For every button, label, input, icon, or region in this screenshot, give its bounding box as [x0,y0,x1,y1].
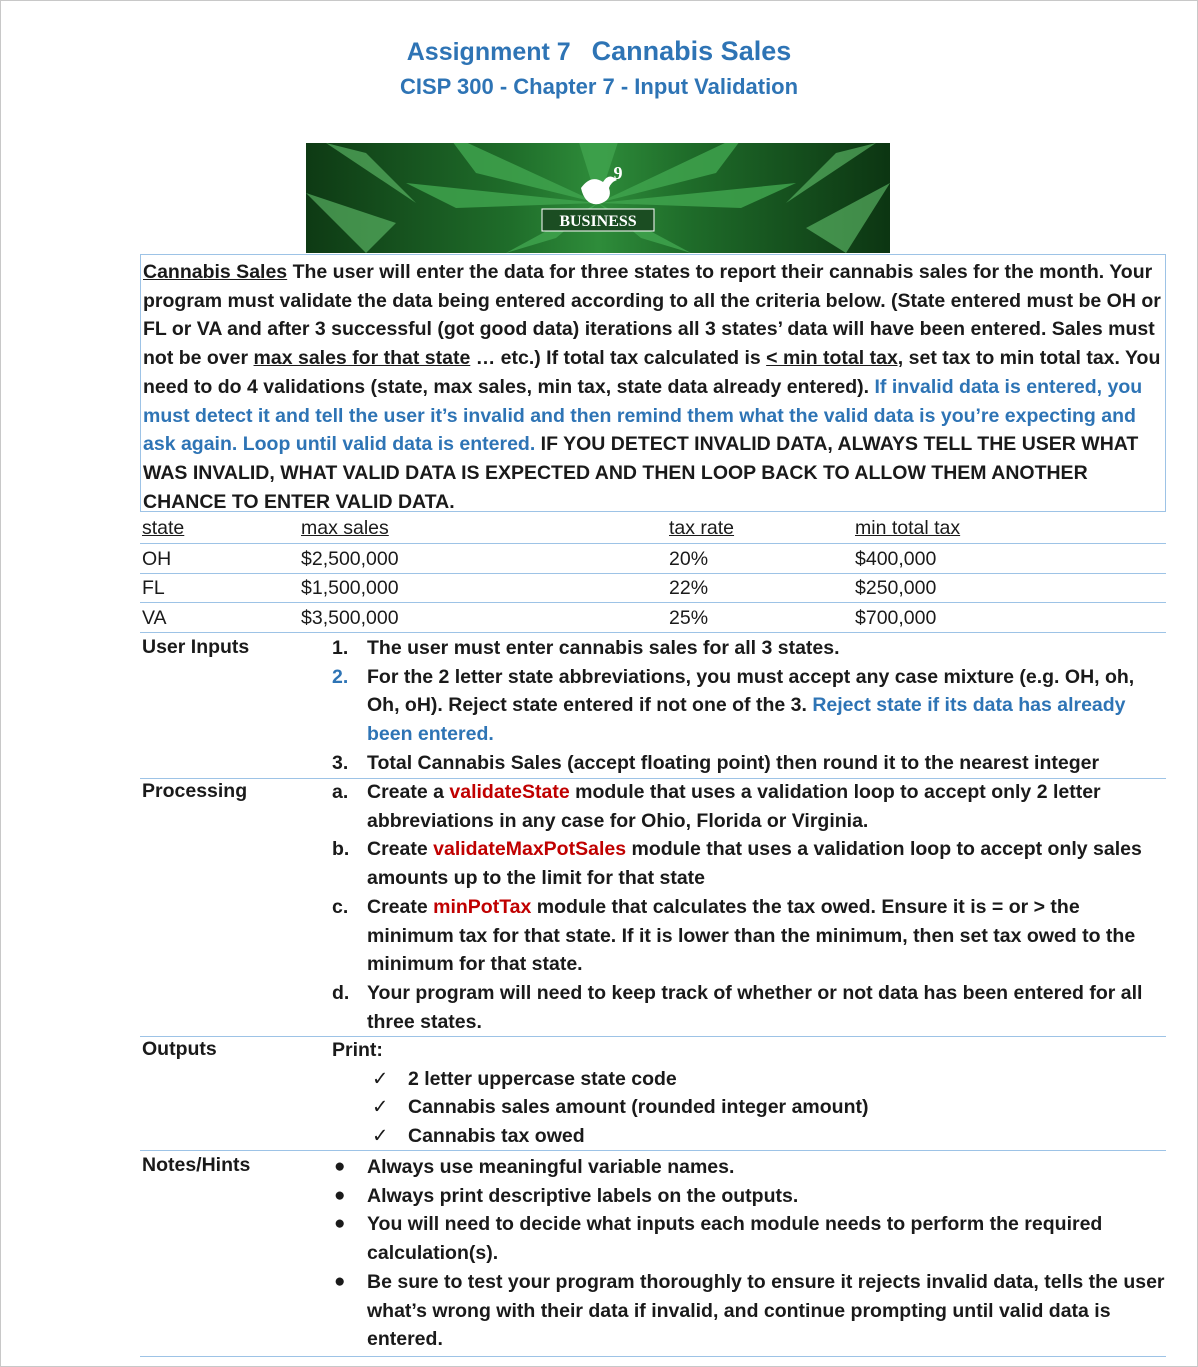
table-rule [140,602,1166,603]
assignment-topic: Cannabis Sales [591,36,792,66]
assignment-title [0,36,1198,67]
checkmark-icon: ✓ [372,1067,389,1090]
list-item [332,1210,1166,1267]
list-marker: d. [332,981,350,1004]
output-item-text: Cannabis tax owed [408,1125,585,1148]
section-label-user-inputs: User Inputs [142,636,250,658]
list-item [332,893,1166,979]
section-label-notes: Notes/Hints [142,1154,251,1176]
bullet-icon: ● [334,1184,346,1206]
max-sales-phrase: max sales for that state [253,347,471,370]
output-item [332,1093,1166,1122]
intro-text-2: … etc.) If total tax calculated is [470,347,767,370]
list-item-text: Create [367,838,434,861]
list-marker: c. [332,895,349,918]
banner-label: BUSINESS [559,213,637,230]
list-marker: a. [332,781,349,803]
user-inputs-list [332,634,1166,778]
table-cell: $2,500,000 [301,548,399,570]
list-item-text: Total Cannabis Sales (accept floating point) then round it to the nearest integer [367,751,1100,774]
list-item-text: For the 2 letter state abbreviations, you must accept any case mixture (e.g. OH, oh, Oh, oH). Reject state entered if not one of the 3. [367,665,1135,717]
output-item [332,1065,1166,1094]
intro-text-3: set tax to min total tax. You need to do 4 validations (state, max sales, min tax, state data already entered). [143,347,1161,398]
cannabis-banner-image [306,143,890,253]
list-item-text: module that uses a validation loop to accept only sales amounts up to the limit for that state [367,838,1142,890]
table-cell: $700,000 [855,607,937,629]
list-item [332,979,1166,1036]
table-cell: $400,000 [855,548,937,570]
table-cell: OH [142,548,172,570]
min-tax-phrase: < min total tax, [766,347,904,370]
list-marker: 1. [332,637,349,659]
list-item-text: module that uses a validation loop to accept only 2 letter abbreviations in any case for Ohio, Florida or Virginia. [367,781,1101,832]
list-item [332,1153,1166,1182]
list-item [332,749,1166,778]
list-marker: b. [332,838,350,861]
checkmark-icon: ✓ [372,1125,389,1148]
table-header: max sales [301,517,389,539]
list-marker: 3. [332,751,349,774]
table-cell: 25% [669,607,709,629]
list-item [332,1182,1166,1211]
list-item-blue-text: Reject state if its data has already been entered. [367,694,1126,746]
list-item-text: Always print descriptive labels on the outputs. [367,1184,799,1207]
table-cell: $250,000 [855,577,937,599]
module-name: validateState [449,781,570,803]
list-item-text: Create a [367,781,450,803]
module-name: minPotTax [433,895,532,918]
course-subtitle: CISP 300 - Chapter 7 - Input Validation [399,74,799,99]
list-item-text: Be sure to test your program thoroughly to ensure it rejects invalid data, tells the user what’s wrong with their data if invalid, and continue prompting until valid data is entered. [367,1270,1165,1351]
table-cell: $1,500,000 [301,577,399,599]
table-cell: 22% [669,577,709,599]
section-rule [140,1356,1166,1357]
list-marker: 2. [332,665,349,688]
output-item-text: Cannabis sales amount (rounded integer amount) [408,1096,869,1119]
banner-number: 9 [613,163,623,183]
assignment-word: Assignment [406,38,550,66]
table-header: tax rate [669,517,735,539]
list-item [332,835,1166,892]
table-header: state [142,517,185,539]
list-item [332,663,1166,749]
table-rule [140,543,1166,544]
section-label-processing: Processing [142,780,248,802]
list-item [332,1268,1166,1354]
checkmark-icon: ✓ [372,1096,389,1119]
list-item-text: Your program will need to keep track of whether or not data has been entered for all three states. [367,981,1143,1033]
section-label-outputs: Outputs [142,1038,217,1060]
processing-list [332,778,1166,1036]
intro-text-1: The user will enter the data for three states to report their cannabis sales for the month. Your program must validate the data being entered according to all the criteria below. (State entered must be OH or FL or VA and after 3 successful (got good data) iterations all 3 states’ data will have been entered. Sales must not be over [143,261,1161,370]
table-cell: $3,500,000 [301,607,399,629]
table-header: min total tax [855,517,961,539]
list-item [332,778,1166,835]
cannabis-leaf-icon [306,143,890,253]
output-item [332,1122,1166,1151]
list-item-text: Always use meaningful variable names. [367,1156,735,1178]
table-cell: FL [142,577,165,599]
bullet-icon: ● [334,1270,346,1292]
intro-blue-text: If invalid data is entered, you must detect it and tell the user it’s invalid and then remind them what the valid data is you’re expecting and ask again. Loop until valid data is entered. [143,375,1143,456]
bullet-icon: ● [334,1156,346,1177]
bullet-icon: ● [334,1213,346,1235]
table-cell: 20% [669,548,709,570]
list-item [332,634,1166,663]
list-item-text: You will need to decide what inputs each module needs to perform the required calculation(s). [367,1213,1103,1265]
table-rule [140,632,1166,633]
list-item-text: module that calculates the tax owed. Ensure it is = or > the minimum tax for that state. If it is lower than the minimum, then set tax owed to the minimum for that state. [367,895,1136,976]
assignment-number: 7 [556,38,571,66]
module-name: validateMaxPotSales [433,838,627,861]
table-rule [140,573,1166,574]
notes-list [332,1153,1166,1354]
outputs-block [332,1036,1166,1151]
list-item-text: The user must enter cannabis sales for all 3 states. [367,637,840,659]
output-item-text: 2 letter uppercase state code [408,1067,677,1090]
intro-caps-text: IF YOU DETECT INVALID DATA, ALWAYS TELL THE USER WHAT WAS INVALID, WHAT VALID DATA IS EXPECTED AND THEN LOOP BACK TO ALLOW THEM ANOTHER CHANCE TO ENTER VALID DATA. [143,433,1139,513]
print-label: Print: [332,1039,383,1061]
intro-heading: Cannabis Sales [143,261,288,283]
list-item-text: Create [367,895,434,918]
intro-paragraph [140,254,1166,512]
table-cell: VA [142,607,167,629]
